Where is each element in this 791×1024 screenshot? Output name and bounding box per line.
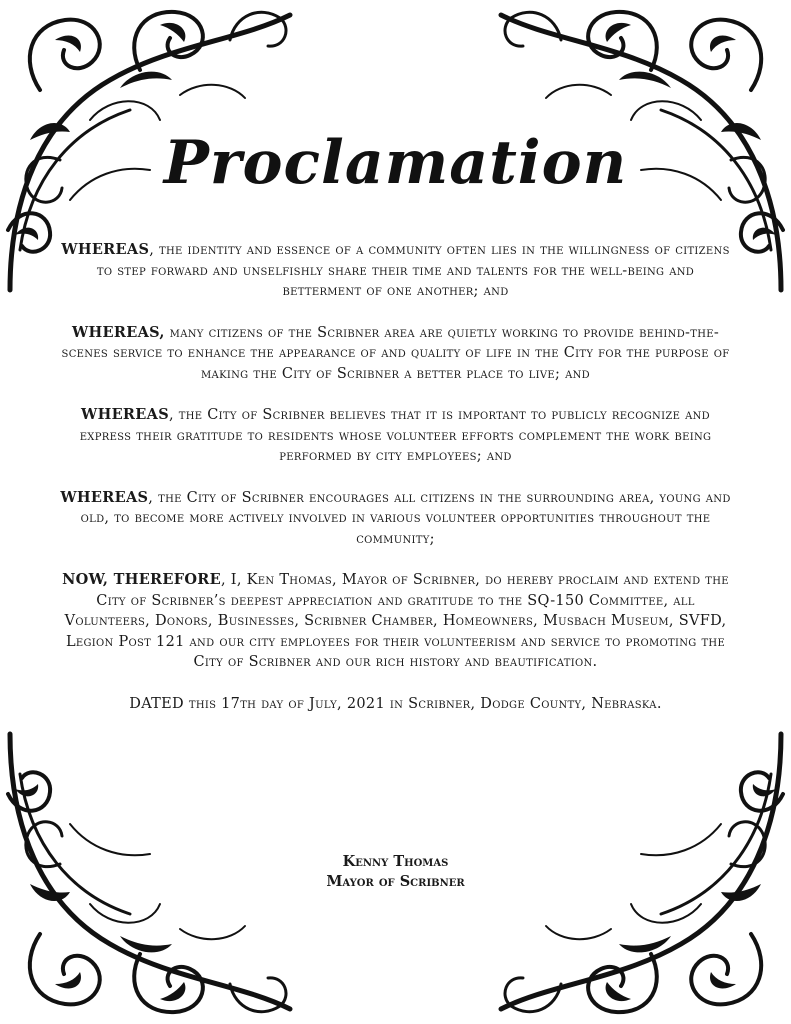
signature-block bbox=[0, 852, 791, 892]
paragraph-text: , the identity and essence of a community often lies in the willingness of citizens to step forward and unselfishly share their time and talents for the well-being and betterment of one another; and bbox=[96, 242, 730, 299]
proclamation-body bbox=[60, 240, 731, 735]
paragraph-lead: NOW, THEREFORE bbox=[62, 571, 221, 588]
paragraph-text: many citizens of the Scribner area are quietly working to provide behind-the-scenes service to enhance the appearance of and quality of life in the City for the purpose of making the City of Scribner a better place to live; and bbox=[61, 324, 730, 382]
paragraph-lead: WHEREAS bbox=[61, 241, 150, 258]
whereas-paragraph-1 bbox=[60, 240, 731, 302]
whereas-paragraph-3 bbox=[60, 405, 731, 467]
paragraph-text: , I, Ken Thomas, Mayor of Scribner, do hereby proclaim and extend the City of Scribner’s deepest appreciation and gratitude to the SQ-150 Committee, all Volunteers, Donors, Businesses, Scribner Chamber, Homeowners, Musbach Museum, SVFD, Legion Post 121 and our city employees for their volunteerism and service to promoting the City of Scribner and our rich history and beautification. bbox=[64, 572, 729, 670]
signer-role: Mayor of Scribner bbox=[326, 873, 465, 890]
paragraph-lead: WHEREAS, bbox=[71, 323, 165, 341]
signer-name: Kenny Thomas bbox=[342, 853, 449, 870]
dated-line: DATED this 17th day of July, 2021 in Scribner, Dodge County, Nebraska. bbox=[129, 695, 662, 712]
whereas-paragraph-4 bbox=[60, 488, 731, 550]
paragraph-text: , the City of Scribner believes that it is important to publicly recognize and express their gratitude to residents whose volunteer efforts complement the work being performed by city employees; and bbox=[79, 407, 712, 464]
paragraph-text: , the City of Scribner encourages all citizens in the surrounding area, young and old, to become more actively involved in various volunteer opportunities throughout the community; bbox=[80, 489, 731, 547]
whereas-paragraph-2 bbox=[60, 323, 731, 385]
page-title: Proclamation bbox=[163, 128, 628, 198]
paragraph-lead: WHEREAS bbox=[81, 406, 169, 423]
therefore-paragraph bbox=[60, 570, 731, 673]
paragraph-lead: WHEREAS bbox=[60, 488, 149, 506]
